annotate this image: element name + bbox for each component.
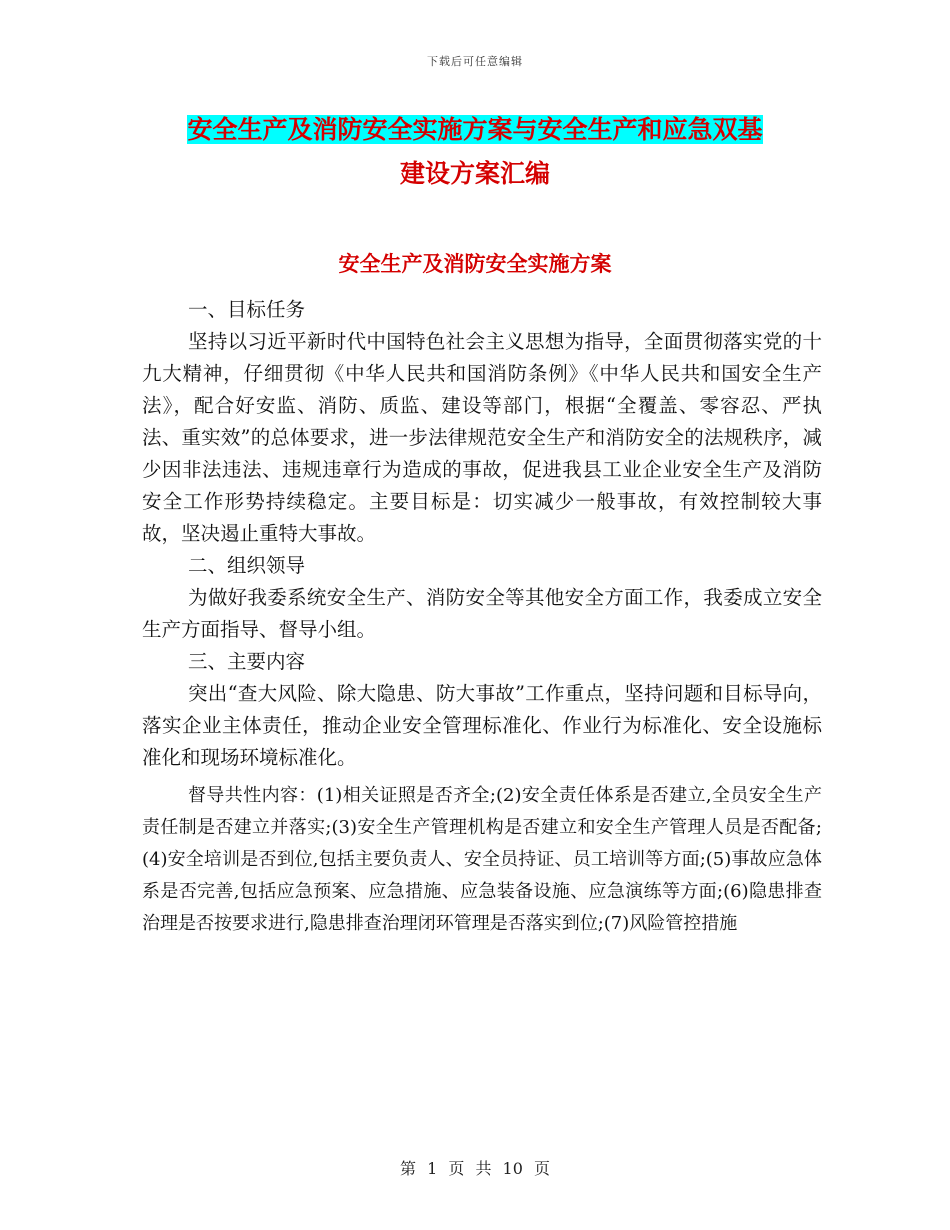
paragraph-common-content: 督导共性内容：(1)相关证照是否齐全;(2)安全责任体系是否建立,全员安全生产责任制是否建立并落实;(3)安全生产管理机构是否建立和安全生产管理人员是否配备;(4)安全培训是否到位,包括主要负责人、安全员持证、员工培训等方面;(5)事故应急体系是否完善,包括应急预案、应急措施、应急装备设施、应急演练等方面;(6)隐患排查治理是否按要求进行,隐患排查治理闭环管理是否落实到位;(7)风险管控措施 [142,785,822,934]
main-title-line-2: 建设方案汇编 [399,159,550,188]
heading-main-content: 三、主要内容 [188,650,306,673]
page-footer: 第 1 页 共 10 页 [400,1159,550,1178]
document-body [142,294,822,940]
paragraph-organization: 为做好我委系统安全生产、消防安全等其他安全方面工作，我委成立安全生产方面指导、督导小组。 [142,586,822,641]
main-title-line-1: 安全生产及消防安全实施方案与安全生产和应急双基 [187,115,763,144]
document-main-title [140,108,810,196]
header-note: 下载后可任意编辑 [427,55,523,68]
section-title: 安全生产及消防安全实施方案 [338,252,612,276]
heading-organization: 二、组织领导 [188,554,306,577]
paragraph-goals: 坚持以习近平新时代中国特色社会主义思想为指导，全面贯彻落实党的十九大精神，仔细贯彻《中华人民共和国消防条例》《中华人民共和国安全生产法》，配合好安监、消防、质监、建设等部门，根据“全覆盖、零容忍、严执法、重实效”的总体要求，进一步法律规范安全生产和消防安全的法规秩序，减少因非法违法、违规违章行为造成的事故，促进我县工业企业安全生产及消防安全工作形势持续稳定。主要目标是：切实减少一般事故，有效控制较大事故，坚决遏止重特大事故。 [142,330,822,545]
paragraph-main-content: 突出“查大风险、除大隐患、防大事故”工作重点，坚持问题和目标导向，落实企业主体责任，推动企业安全管理标准化、作业行为标准化、安全设施标准化和现场环境标准化。 [142,682,822,769]
heading-goals: 一、目标任务 [188,298,306,321]
